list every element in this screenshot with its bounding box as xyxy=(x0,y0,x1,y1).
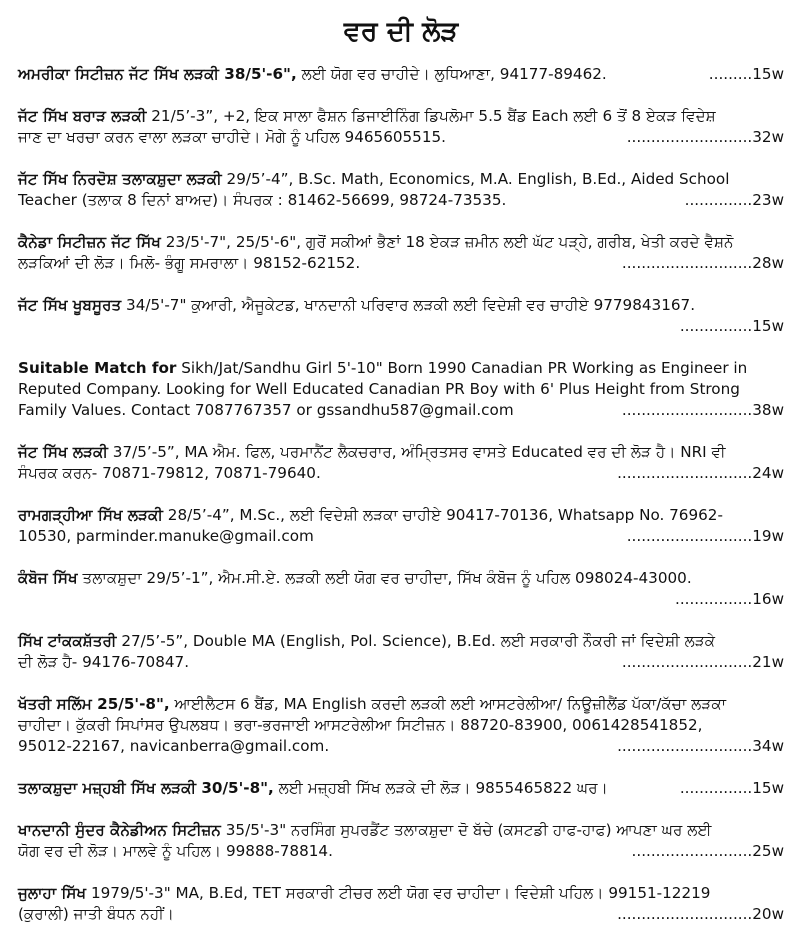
ad-text: 37/5’-5”, MA ਐਮ. ਫਿਲ, ਪਰਮਾਨੈਂਟ ਲੈਕਚਰਾਰ, ਅੰਮ੍ਰਿਤਸਰ ਵਾਸਤੇ Educated ਵਰ ਦੀ ਲੋੜ ਹੈ। NRI ਵੀ xyxy=(107,443,726,461)
ad-lead: ਖਾਨਦਾਨੀ ਸੁੰਦਰ ਕੈਨੇਡੀਅਨ ਸਿਟੀਜ਼ਨ xyxy=(18,821,221,839)
ad-text: Teacher (ਤਲਾਕ 8 ਦਿਨਾਂ ਬਾਅਦ)। ਸੰਪਰਕ : 81462-56699, 98724-73535. xyxy=(18,191,507,209)
ad-word-count: .........15w xyxy=(708,65,784,83)
ad-word-count: ...........................21w xyxy=(621,653,784,671)
ad-text: 95012-22167, navicanberra@gmail.com. xyxy=(18,737,330,755)
ad-word-count: ...............15w xyxy=(679,317,784,335)
classified-ad xyxy=(18,778,784,799)
ad-line xyxy=(18,715,784,736)
ad-text: 10530, parminder.manuke@gmail.com xyxy=(18,527,314,545)
ad-line xyxy=(18,694,784,715)
ad-lead: ਰਾਮਗੜ੍ਹੀਆ ਸਿੱਖ ਲੜਕੀ xyxy=(18,506,163,524)
ad-text: ਤਲਾਕਸ਼ੁਦਾ 29/5’-1”, ਐਮ.ਸੀ.ਏ. ਲੜਕੀ ਲਈ ਯੋਗ ਵਰ ਚਾਹੀਦਾ, ਸਿੱਖ ਕੰਬੋਜ ਨੂੰ ਪਹਿਲ 098024-43000. xyxy=(77,569,692,587)
classified-ad xyxy=(18,820,784,862)
classified-ad xyxy=(18,169,784,211)
ad-line xyxy=(18,64,784,85)
classified-ad xyxy=(18,568,784,610)
ad-text: 34/5'-7" ਕੁਆਰੀ, ਐਜੂਕੇਟਡ, ਖਾਨਦਾਨੀ ਪਰਿਵਾਰ ਲੜਕੀ ਲਈ ਵਿਦੇਸ਼ੀ ਵਰ ਚਾਹੀਏ 9779843167. xyxy=(121,296,696,314)
ad-word-count: ............................34w xyxy=(617,737,784,755)
ad-text: 28/5’-4”, M.Sc., ਲਈ ਵਿਦੇਸ਼ੀ ਲੜਕਾ ਚਾਹੀਏ 90417-70136, Whatsapp No. 76962- xyxy=(162,506,723,524)
ad-word-count: ...............15w xyxy=(679,779,784,797)
ad-word-count: ................16w xyxy=(675,590,784,608)
ad-lead: ਕੰਬੋਜ ਸਿੱਖ xyxy=(18,569,78,587)
ad-line xyxy=(18,127,784,148)
ad-word-count: ...........................28w xyxy=(621,254,784,272)
classified-ad xyxy=(18,106,784,148)
ad-lead: ਕੈਨੇਡਾ ਸਿਟੀਜ਼ਨ ਜੱਟ ਸਿੱਖ xyxy=(18,233,161,251)
ad-word-count: .........................25w xyxy=(631,842,784,860)
classified-ad xyxy=(18,358,784,421)
ad-line xyxy=(18,568,784,589)
ad-lead: ਖੱਤਰੀ ਸਲਿੱਮ 25/5'-8", xyxy=(18,695,170,713)
ad-lead: ਸਿੱਖ ਟਾਂਕਕਸ਼ੱਤਰੀ xyxy=(18,632,117,650)
classified-ad xyxy=(18,505,784,547)
classified-ad xyxy=(18,232,784,274)
ad-word-count: ...........................38w xyxy=(621,401,784,419)
ad-line xyxy=(18,169,784,190)
ad-line xyxy=(18,652,784,673)
ad-text: ਸੰਪਰਕ ਕਰਨ- 70871-79812, 70871-79640. xyxy=(18,464,321,482)
ad-text: ਦੀ ਲੋੜ ਹੈ- 94176-70847. xyxy=(18,653,190,671)
ad-line xyxy=(18,505,784,526)
ad-text: ਲੜਕਿਆਂ ਦੀ ਲੋੜ। ਮਿਲੋ- ਭੰਗੂ ਸਮਰਾਲਾ। 98152-62152. xyxy=(18,254,361,272)
ad-line xyxy=(18,190,784,211)
ad-lead: ਅਮਰੀਕਾ ਸਿਟੀਜ਼ਨ ਜੱਟ ਸਿੱਖ ਲੜਕੀ 38/5'-6", xyxy=(18,65,297,83)
ad-line xyxy=(18,736,784,757)
ad-text: ਲਈ ਯੋਗ ਵਰ ਚਾਹੀਦੇ। ਲੁਧਿਆਣਾ, 94177-89462. xyxy=(296,65,607,83)
ad-lead: ਜੁਲਾਹਾ ਸਿੱਖ xyxy=(18,884,87,902)
ad-lead: ਜੱਟ ਸਿੱਖ ਨਿਰਦੋਸ਼ ਤਲਾਕਸ਼ੁਦਾ ਲੜਕੀ xyxy=(18,170,222,188)
ad-text: Reputed Company. Looking for Well Educated Canadian PR Boy with 6' Plus Height from Strong xyxy=(18,380,740,398)
ad-lead: Suitable Match for xyxy=(18,359,177,377)
ad-text: ਯੋਗ ਵਰ ਦੀ ਲੋੜ। ਮਾਲਵੇ ਨੂੰ ਪਹਿਲ। 99888-78814. xyxy=(18,842,333,860)
ad-line xyxy=(18,253,784,274)
ad-line xyxy=(18,778,784,799)
ad-text: ਜਾਣ ਦਾ ਖਰਚਾ ਕਰਨ ਵਾਲਾ ਲੜਕਾ ਚਾਹੀਦੇ। ਮੋਗੇ ਨੂੰ ਪਹਿਲ 9465605515. xyxy=(18,128,446,146)
ad-word-count: ............................20w xyxy=(617,905,784,923)
ad-word-count: ..........................19w xyxy=(626,527,784,545)
ad-line xyxy=(18,904,784,925)
ad-text: 35/5'-3" ਨਰਸਿੰਗ ਸੁਪਰਡੈਂਟ ਤਲਾਕਸ਼ੁਦਾ ਦੋ ਬੱਚੇ (ਕਸਟਡੀ ਹਾਫ-ਹਾਫ) ਆਪਣਾ ਘਰ ਲਈ xyxy=(220,821,712,839)
ad-text: 23/5'-7", 25/5'-6", ਗੁਰੋਂ ਸਕੀਆਂ ਭੈਣਾਂ 18 ਏਕੜ ਜ਼ਮੀਨ ਲਈ ਘੱਟ ਪੜ੍ਹੇ, ਗਰੀਬ, ਖੇਤੀ ਕਰਦੇ ਵੈਸ਼ਨੋ xyxy=(160,233,734,251)
ad-line xyxy=(18,526,784,547)
ad-line xyxy=(18,295,784,316)
ad-text: 29/5’-4”, B.Sc. Math, Economics, M.A. English, B.Ed., Aided School xyxy=(221,170,730,188)
ad-text: (ਕੁਰਾਲੀ) ਜਾਤੀ ਬੰਧਨ ਨਹੀਂ। xyxy=(18,905,175,923)
ad-text: 27/5’-5”, Double MA (English, Pol. Science), B.Ed. ਲਈ ਸਰਕਾਰੀ ਨੌਕਰੀ ਜਾਂ ਵਿਦੇਸ਼ੀ ਲੜਕੇ xyxy=(116,632,716,650)
ad-line xyxy=(18,463,784,484)
ad-line xyxy=(18,442,784,463)
ad-lead: ਤਲਾਕਸ਼ੁਦਾ ਮਜ਼੍ਹਬੀ ਸਿੱਖ ਲੜਕੀ 30/5'-8", xyxy=(18,779,274,797)
ad-line xyxy=(18,820,784,841)
ad-line xyxy=(18,316,784,337)
ad-text: 1979/5'-3" MA, B.Ed, TET ਸਰਕਾਰੀ ਟੀਚਰ ਲਈ ਯੋਗ ਵਰ ਚਾਹੀਦਾ। ਵਿਦੇਸ਼ੀ ਪਹਿਲ। 99151-12219 xyxy=(86,884,711,902)
ad-line xyxy=(18,841,784,862)
ad-line xyxy=(18,631,784,652)
ad-line xyxy=(18,589,784,610)
ad-lead: ਜੱਟ ਸਿੱਖ ਲੜਕੀ xyxy=(18,443,108,461)
ad-word-count: ............................24w xyxy=(617,464,784,482)
ad-line xyxy=(18,106,784,127)
ad-line xyxy=(18,400,784,421)
ad-line xyxy=(18,232,784,253)
ad-word-count: ..............23w xyxy=(684,191,784,209)
ad-text: ਆਈਲੈਟਸ 6 ਬੈਂਡ, MA English ਕਰਦੀ ਲੜਕੀ ਲਈ ਆਸਟਰੇਲੀਆ/ ਨਿਊਜ਼ੀਲੈਂਡ ਪੱਕਾ/ਕੱਚਾ ਲੜਕਾ xyxy=(169,695,727,713)
ad-text: 21/5’-3”, +2, ਇਕ ਸਾਲਾ ਫੈਸ਼ਨ ਡਿਜਾਈਨਿੰਗ ਡਿਪਲੋਮਾ 5.5 ਬੈਂਡ Each ਲਈ 6 ਤੋਂ 8 ਏਕੜ ਵਿਦੇਸ਼ xyxy=(146,107,716,125)
classified-ad xyxy=(18,694,784,757)
classified-ad xyxy=(18,883,784,925)
ad-text: ਚਾਹੀਦਾ। ਕੁੱਕਰੀ ਸਿਪਾਂਸਰ ਉਪਲਬਧ। ਭਰਾ-ਭਰਜਾਈ ਆਸਟਰੇਲੀਆ ਸਿਟੀਜ਼ਨ। 88720-83900, 0061428541852, xyxy=(18,716,703,734)
ad-line xyxy=(18,358,784,379)
classified-ad xyxy=(18,631,784,673)
ad-word-count: ..........................32w xyxy=(626,128,784,146)
ad-line xyxy=(18,379,784,400)
ad-text: ਲਈ ਮਜ਼੍ਹਬੀ ਸਿੱਖ ਲੜਕੇ ਦੀ ਲੋੜ। 9855465822 ਘਰ। xyxy=(273,779,608,797)
classified-ad xyxy=(18,442,784,484)
ad-text: Family Values. Contact 7087767357 or gssandhu587@gmail.com xyxy=(18,401,514,419)
classified-ad xyxy=(18,64,784,85)
ad-lead: ਜੱਟ ਸਿੱਖ ਬਰਾੜ ਲੜਕੀ xyxy=(18,107,147,125)
page-title: ਵਰ ਦੀ ਲੋੜ xyxy=(343,16,459,47)
classified-ad xyxy=(18,295,784,337)
ad-text: Sikh/Jat/Sandhu Girl 5'-10" Born 1990 Canadian PR Working as Engineer in xyxy=(176,359,748,377)
ad-line xyxy=(18,883,784,904)
ad-lead: ਜੱਟ ਸਿੱਖ ਖੂਬਸੂਰਤ xyxy=(18,296,122,314)
